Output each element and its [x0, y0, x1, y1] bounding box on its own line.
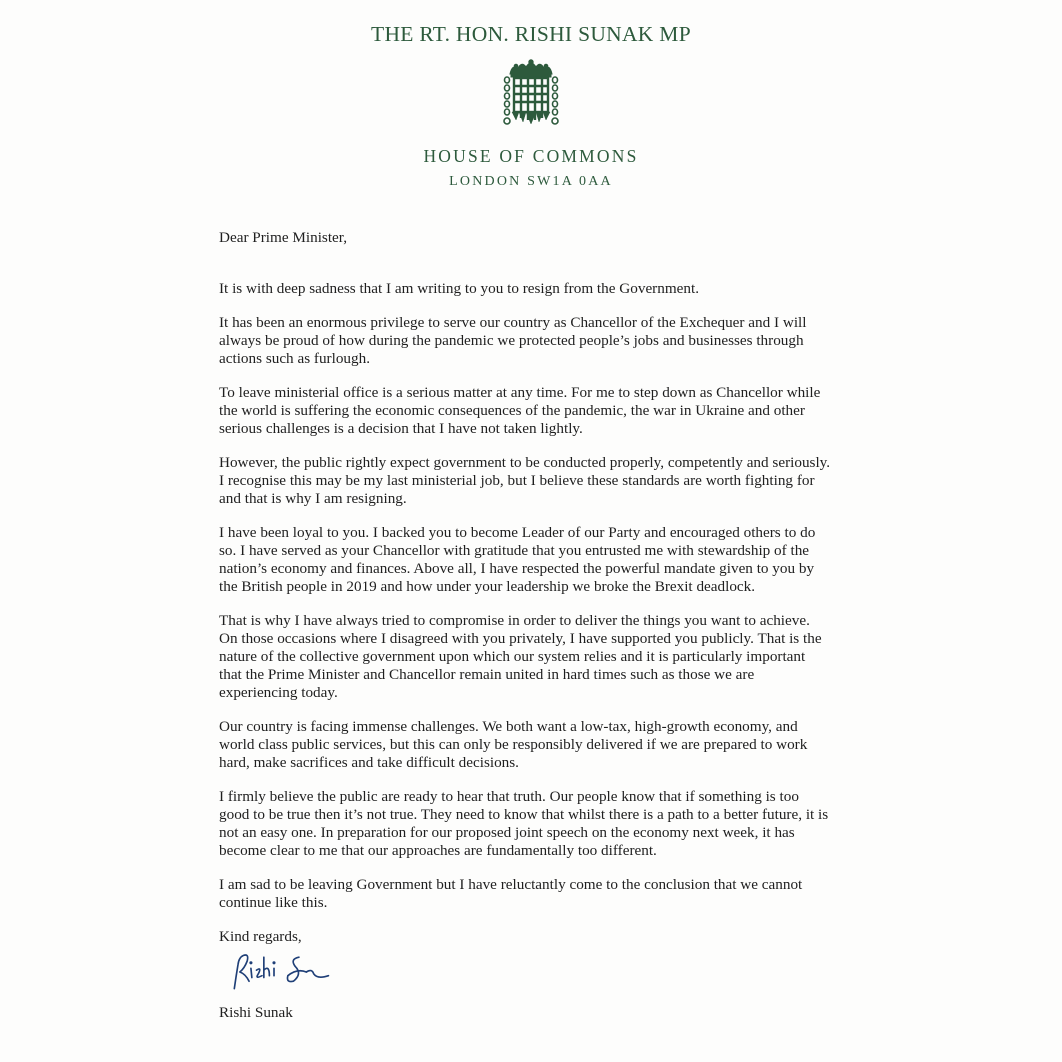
paragraph: It has been an enormous privilege to serve our country as Chancellor of the Exchequer and I will always be proud of how during the pandemic we protected people’s jobs and businesses through actions such as furlough.: [219, 314, 807, 367]
paragraph: Our country is facing immense challenges. We both want a low-tax, high-growth economy, and world class public services, but this can only be responsibly delivered if we are prepared to work hard, make sacrifices and take difficult decisions.: [219, 718, 808, 771]
letterhead-house: HOUSE OF COMMONS: [423, 146, 639, 166]
paragraph: To leave ministerial office is a serious matter at any time. For me to step down as Chancellor while the world is suffering the economic consequences of the pandemic, the war in Ukraine and other serious challenges is a decision that I have not taken lightly.: [219, 384, 821, 437]
closing: Kind regards,: [219, 928, 302, 945]
paragraph: It is with deep sadness that I am writing to you to resign from the Government.: [219, 280, 700, 297]
letter-body: [219, 229, 831, 1022]
paragraph: I firmly believe the public are ready to hear that truth. Our people know that if something is too good to be true then it’s not true. They need to know that whilst there is a path to a better future, it is not an easy one. In preparation for our proposed joint speech on the economy next week, it has become clear to me that our approaches are fundamentally too different.: [219, 788, 829, 859]
signature: [226, 948, 346, 996]
paragraph: I am sad to be leaving Government but I have reluctantly come to the conclusion that we cannot continue like this.: [219, 876, 803, 911]
paragraph: However, the public rightly expect government to be conducted properly, competently and seriously. I recognise this may be my last ministerial job, but I believe these standards are worth fighting for and that is why I am resigning.: [219, 454, 831, 507]
salutation: Dear Prime Minister,: [219, 229, 348, 246]
signer-name: Rishi Sunak: [219, 1004, 293, 1021]
paragraph: I have been loyal to you. I backed you to become Leader of our Party and encouraged others to do so. I have served as your Chancellor with gratitude that you entrusted me with stewardship of the nation’s economy and finances. Above all, I have respected the powerful mandate given to you by the British people in 2019 and how under your leadership we broke the Brexit deadlock.: [219, 524, 816, 595]
paragraph: That is why I have always tried to compromise in order to deliver the things you want to achieve. On those occasions where I disagreed with you privately, I have supported you publicly. That is the nature of the collective government upon which our system relies and it is particularly important that the Prime Minister and Chancellor remain united in hard times such as those we are experiencing today.: [219, 612, 822, 701]
letterhead-name: THE RT. HON. RISHI SUNAK MP: [371, 22, 691, 46]
letterhead-address: LONDON SW1A 0AA: [449, 174, 613, 189]
portcullis-icon: [502, 58, 560, 128]
letterhead: [0, 0, 1062, 210]
